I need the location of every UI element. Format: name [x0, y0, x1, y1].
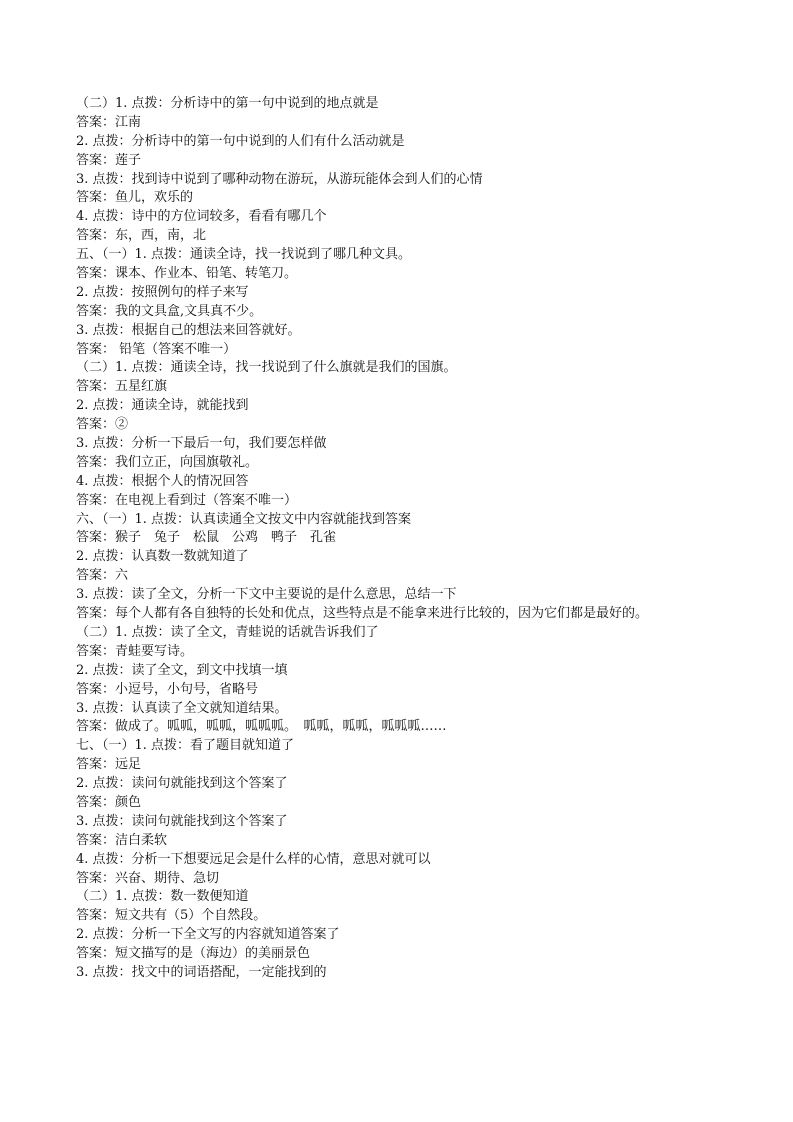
text-line: 答案：兴奋、期待、急切 [76, 870, 220, 886]
text-line: 2. 点拨：按照例句的样子来写 [76, 284, 249, 300]
text-line: 答案：莲子 [76, 152, 142, 168]
text-line: 4. 点拨：根据个人的情况回答 [76, 473, 249, 489]
text-line: （二）1. 点拨：分析诗中的第一句中说到的地点就是 [76, 96, 379, 111]
text-line: 2. 点拨：分析一下全文写的内容就知道答案了 [76, 927, 340, 943]
text-line: 答案：做成了。呱呱，呱呱，呱呱呱。 呱呱，呱呱，呱呱呱…… [76, 719, 447, 735]
text-line: 答案：远足 [76, 757, 142, 773]
text-line: 答案：鱼儿，欢乐的 [76, 190, 194, 206]
text-line: 七、（一）1. 点拨：看了题目就知道了 [76, 738, 295, 754]
text-line: 4. 点拨：分析一下想要远足会是什么样的心情，意思对就可以 [76, 851, 431, 867]
text-line: 答案：短文描写的是（海边）的美丽景色 [76, 946, 311, 962]
text-line: 答案：小逗号，小句号，省略号 [76, 681, 259, 697]
text-line: 2. 点拨：读了全文，到文中找填一填 [76, 662, 288, 678]
text-line: 答案：颜色 [76, 794, 142, 810]
text-line: （二）1. 点拨：数一数便知道 [76, 889, 249, 905]
text-line: 2. 点拨：分析诗中的第一句中说到的人们有什么活动就是 [76, 133, 405, 149]
text-line: 3. 点拨：读问句就能找到这个答案了 [76, 813, 288, 829]
text-line: （二）1. 点拨：通读全诗，找一找说到了什么旗就是我们的国旗。 [76, 360, 457, 376]
text-line: 答案：② [76, 417, 129, 433]
text-line: 答案：短文共有（5）个自然段。 [76, 908, 267, 924]
text-line: 3. 点拨：认真读了全文就知道结果。 [76, 700, 288, 716]
text-line: 答案：课本、作业本、铅笔、转笔刀。 [76, 266, 298, 282]
text-line: 答案：江南 [76, 114, 142, 130]
text-line: 答案： 铅笔（答案不唯一） [76, 341, 237, 357]
text-line: 2. 点拨：认真数一数就知道了 [76, 549, 249, 565]
text-line: 答案：我的文具盒,文具真不少。 [76, 303, 263, 319]
text-line: 答案：青蛙要写诗。 [76, 643, 194, 659]
text-line: 答案：猴子 兔子 松鼠 公鸡 鸭子 孔雀 [76, 530, 337, 546]
text-line: 3. 点拨：分析一下最后一句，我们要怎样做 [76, 436, 327, 452]
answer-text-block [76, 95, 776, 983]
text-line: 答案：我们立正，向国旗敬礼。 [76, 454, 259, 470]
text-line: 4. 点拨：诗中的方位词较多，看看有哪几个 [76, 209, 327, 225]
text-line: 3. 点拨：找到诗中说到了哪种动物在游玩，从游玩能体会到人们的心情 [76, 171, 483, 187]
text-line: 答案：东，西，南，北 [76, 228, 207, 244]
text-line: 答案：洁白柔软 [76, 832, 168, 848]
text-line: 六、（一）1. 点拨：认真读通全文按文中内容就能找到答案 [76, 511, 412, 527]
text-line: 3. 点拨：找文中的词语搭配，一定能找到的 [76, 964, 327, 980]
text-line: 答案：每个人都有各自独特的长处和优点，这些特点是不能拿来进行比较的，因为它们都是最好的。 [76, 606, 649, 622]
text-line: 答案：六 [76, 568, 129, 584]
text-line: 答案：在电视上看到过（答案不唯一） [76, 492, 298, 508]
text-line: 2. 点拨：读问句就能找到这个答案了 [76, 776, 288, 792]
text-line: 五、（一）1. 点拨：通读全诗，找一找说到了哪几种文具。 [76, 247, 412, 263]
text-line: 答案：五星红旗 [76, 379, 168, 395]
text-line: 3. 点拨：根据自己的想法来回答就好。 [76, 322, 301, 338]
text-line: 3. 点拨：读了全文，分析一下文中主要说的是什么意思，总结一下 [76, 587, 457, 603]
text-line: 2. 点拨：通读全诗，就能找到 [76, 398, 249, 414]
text-line: （二）1. 点拨：读了全文，青蛙说的话就告诉我们了 [76, 624, 379, 640]
